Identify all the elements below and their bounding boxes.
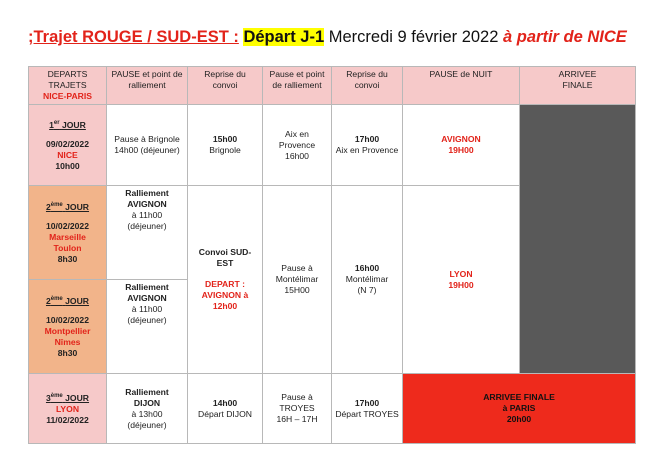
- day2a-ralliement-time: à 11h00: [131, 210, 163, 220]
- table-row-day3: [29, 374, 636, 444]
- day3-pause-l1: Pause à: [281, 392, 313, 402]
- day3-ralliement-note: (déjeuner): [127, 419, 167, 430]
- day2-reprise-time: 16h00: [354, 263, 380, 273]
- day3-ralliement: [107, 374, 188, 444]
- day1-reprise: [188, 105, 263, 186]
- day3-pause-l3: 16H – 17H: [276, 414, 318, 424]
- day3-label: 3ème JOUR: [45, 392, 90, 403]
- day3-info: [29, 374, 107, 444]
- day2b-info: [29, 280, 107, 374]
- day2-nuit: [403, 186, 520, 374]
- day1-time: 10h00: [55, 160, 80, 171]
- day3-reprise-place: Départ DIJON: [198, 408, 252, 419]
- day1-nuit-time: 19H00: [448, 145, 474, 155]
- header-pause-2: Pause et point de ralliement: [263, 67, 332, 105]
- day2a-info: [29, 186, 107, 280]
- header-departs-l2: TRAJETS: [48, 80, 87, 90]
- header-pause-nuit: PAUSE de NUIT: [403, 67, 520, 105]
- day2a-city1: Marseille: [49, 231, 86, 242]
- day1-reprise2: [332, 105, 403, 186]
- final-arrival-l1: ARRIVEE FINALE: [483, 392, 555, 402]
- day2-reprise-note: (N 7): [357, 285, 377, 295]
- day1-reprise-time: 15h00: [212, 134, 238, 144]
- day3-reprise-time: 14h00: [212, 397, 238, 408]
- day2-depart-l1: DEPART :: [205, 279, 245, 289]
- header-arrivee-l2: FINALE: [562, 80, 593, 90]
- day2a-ralliement-city: AVIGNON: [127, 199, 167, 209]
- departure-date: Mercredi 9 février 2022: [328, 28, 499, 46]
- day3-pause-l2: TROYES: [279, 403, 315, 413]
- day1-pause: Pause à Brignole 14h00 (déjeuner): [107, 105, 188, 186]
- header-departs-l3: NICE-PARIS: [42, 91, 93, 101]
- departure-origin: à partir de NICE: [503, 28, 627, 46]
- day2-reprise: [332, 186, 403, 374]
- day2b-time: 8h30: [57, 347, 78, 358]
- day2-convoi-label: Convoi SUD-EST: [198, 247, 252, 268]
- final-arrival-l2: à PARIS: [502, 403, 536, 413]
- header-departs-l1: DEPARTS: [47, 69, 88, 79]
- day2-nuit-time: 19H00: [448, 279, 474, 290]
- final-arrival-l3: 20h00: [506, 414, 532, 424]
- day3-pause: [263, 374, 332, 444]
- day1-pause2-l3: 16h00: [285, 150, 309, 161]
- day3-reprise: [188, 374, 263, 444]
- day1-nuit-city: AVIGNON: [441, 134, 481, 144]
- header-reprise-1: Reprise du convoi: [188, 67, 263, 105]
- day1-pause2-l2: Provence: [278, 139, 316, 150]
- page-title: [28, 28, 627, 47]
- day1-info: [29, 105, 107, 186]
- day2b-ralliement-city: AVIGNON: [127, 293, 167, 303]
- day1-reprise2-time: 17h00: [354, 134, 380, 144]
- day2-convoi: [188, 186, 263, 374]
- day2a-ralliement: [107, 186, 188, 280]
- day3-reprise2-place: Départ TROYES: [335, 408, 399, 419]
- day2b-city2: Nîmes: [54, 336, 81, 347]
- day1-label: 1er JOUR: [49, 119, 86, 130]
- day2b-ralliement-label: Ralliement: [125, 282, 169, 292]
- header-arrivee: [520, 67, 636, 105]
- day2a-city2: Toulon: [53, 242, 82, 253]
- day3-reprise2: [332, 374, 403, 444]
- day3-city: LYON: [55, 403, 80, 414]
- day1-nuit: [403, 105, 520, 186]
- header-departs: [29, 67, 107, 105]
- day2a-label: 2ème JOUR: [45, 201, 90, 212]
- day1-date: 09/02/2022: [45, 138, 89, 149]
- day2-reprise-place: Montélimar: [345, 274, 389, 284]
- day1-city: NICE: [57, 149, 78, 160]
- day3-ralliement-city: DIJON: [133, 397, 161, 408]
- day2-depart-l2: AVIGNON à: [201, 290, 249, 300]
- header-reprise-2: Reprise du convoi: [332, 67, 403, 105]
- day2-pause-l1: Pause à: [281, 263, 313, 273]
- day2b-label: 2ème JOUR: [45, 295, 90, 306]
- day2-pause-l3: 15H00: [284, 285, 310, 295]
- depart-badge: Départ J-1: [243, 28, 325, 46]
- day2b-city1: Montpellier: [44, 325, 91, 336]
- day2-depart-l3: 12h00: [212, 301, 238, 311]
- final-arrival-paris: [403, 374, 636, 444]
- day1-pause2-l1: Aix en: [285, 128, 309, 139]
- day3-reprise2-time: 17h00: [354, 397, 380, 408]
- day2b-ralliement-note: (déjeuner): [127, 315, 167, 325]
- day1-reprise-place: Brignole: [209, 145, 241, 155]
- header-arrivee-l1: ARRIVEE: [558, 69, 597, 79]
- day2a-ralliement-note: (déjeuner): [127, 221, 167, 231]
- schedule-table: [28, 66, 636, 444]
- day2-pause-l2: Montélimar: [275, 274, 319, 284]
- day2a-date: 10/02/2022: [45, 220, 89, 231]
- day1-reprise2-place: Aix en Provence: [335, 145, 399, 155]
- route-title: ;Trajet ROUGE / SUD-EST :: [28, 28, 239, 46]
- day2-pause: [263, 186, 332, 374]
- day3-ralliement-time: à 13h00: [131, 408, 163, 419]
- day2b-ralliement: [107, 280, 188, 374]
- day3-date: 11/02/2022: [46, 414, 89, 425]
- day3-ralliement-label: Ralliement: [125, 386, 169, 397]
- day2a-ralliement-label: Ralliement: [125, 188, 169, 198]
- day2b-ralliement-time: à 11h00: [131, 304, 163, 314]
- day2a-time: 8h30: [57, 253, 78, 264]
- day1-pause2: [263, 105, 332, 186]
- table-row-day1: [29, 105, 636, 186]
- day2-nuit-city: LYON: [449, 268, 473, 279]
- day2b-date: 10/02/2022: [45, 314, 89, 325]
- arrivee-grey-block: [520, 105, 636, 374]
- header-pause-ralliement: PAUSE et point de ralliement: [107, 67, 188, 105]
- header-row: [29, 67, 636, 105]
